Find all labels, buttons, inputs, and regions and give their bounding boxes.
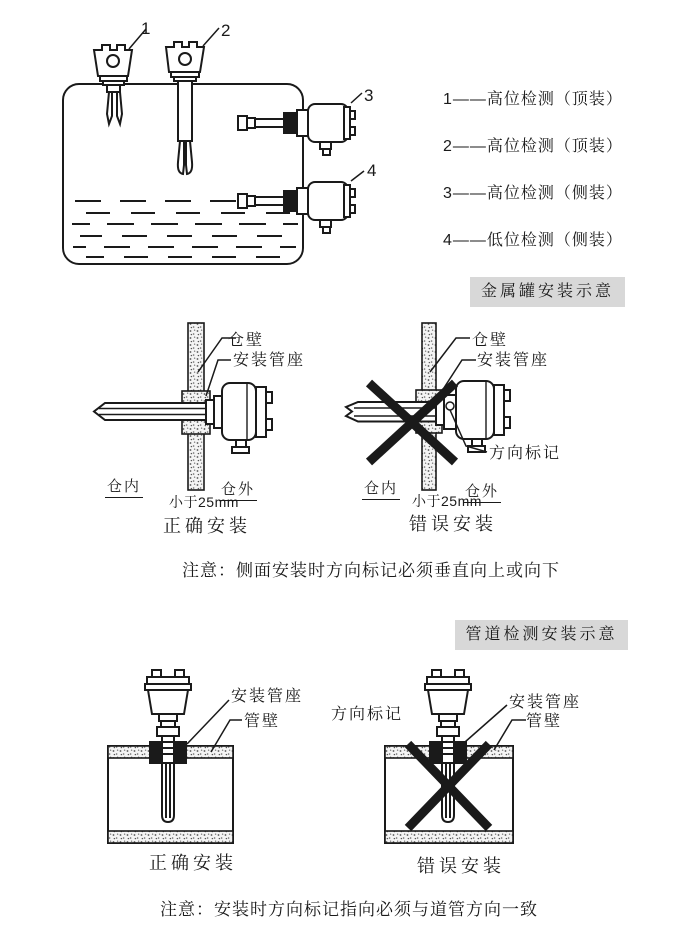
callout-2: 2	[221, 21, 231, 40]
legend-item-1: 1——高位检测（顶装）	[443, 91, 623, 108]
sensor-housing	[222, 383, 256, 440]
wall-label: 仓壁	[472, 332, 509, 349]
tank-section-heading: 金属罐安装示意	[470, 277, 625, 307]
callout-4: 4	[367, 161, 377, 180]
pipe-section-note: 注意：安装时方向标记指向必须与道管方向一致	[160, 900, 538, 919]
pipe-wall-bottom-hatch	[385, 831, 513, 843]
legend-item-4: 4——低位检测（侧装）	[443, 232, 623, 249]
gap-dimension-label: 小于25mm	[169, 494, 239, 510]
fork-blade	[94, 403, 206, 420]
pipe-wall-label: 管壁	[526, 713, 563, 730]
inside-label: 仓内	[362, 477, 400, 500]
callout-1: 1	[141, 19, 151, 38]
callout-3-leader	[351, 93, 362, 103]
socket-label: 安装管座	[233, 352, 306, 369]
legend-item-2: 2——高位检测（顶装）	[443, 138, 623, 155]
outside-label: 仓外	[463, 480, 501, 503]
direction-mark-dot	[446, 402, 454, 410]
legend-item-3: 3——高位检测（侧装）	[443, 185, 623, 202]
callout-4-leader	[351, 171, 364, 181]
callout-3: 3	[364, 86, 374, 105]
outside-label: 仓外	[219, 478, 257, 501]
wrong-install-caption: 错误安装	[409, 514, 497, 534]
label-leaders	[187, 700, 242, 752]
pipe-mount-wrong-drawing	[385, 670, 526, 843]
socket-label: 安装管座	[231, 688, 304, 705]
sensor-housing	[456, 381, 494, 439]
pipe-section-heading: 管道检测安装示意	[455, 620, 628, 650]
socket-label: 安装管座	[477, 352, 550, 369]
socket-label: 安装管座	[509, 694, 582, 711]
wrong-install-caption: 错误安装	[417, 856, 505, 876]
direction-mark-label: 方向标记	[331, 706, 404, 723]
pipe-wall-bottom-hatch	[108, 831, 233, 843]
pipe-wall-label: 管壁	[244, 713, 281, 730]
wall-section-note: 注意：侧面安装时方向标记必须垂直向上或向下	[182, 561, 560, 580]
pipe-mount-correct-drawing	[108, 670, 242, 843]
tank-diagram	[63, 28, 364, 264]
wall-label: 仓壁	[228, 332, 265, 349]
gap-dimension-label: 小于25mm	[412, 493, 482, 509]
inside-label: 仓内	[105, 475, 143, 498]
correct-install-caption: 正确安装	[149, 853, 237, 873]
direction-mark-label: 方向标记	[489, 445, 562, 462]
correct-install-caption: 正确安装	[163, 516, 251, 536]
callout-2-leader	[203, 28, 219, 46]
